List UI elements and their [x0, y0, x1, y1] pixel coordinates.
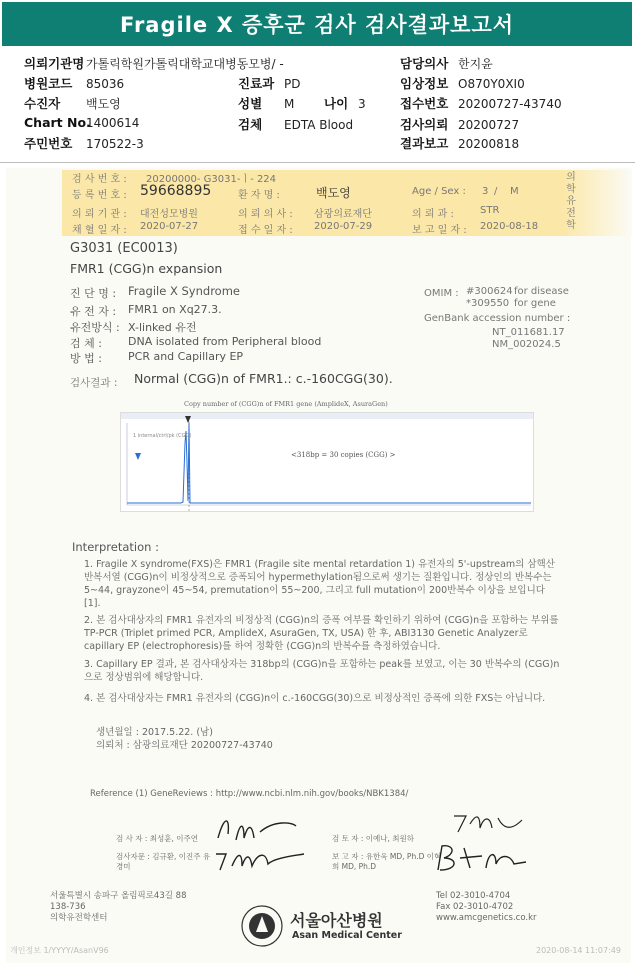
- field-label-sex: 성별: [238, 96, 263, 111]
- detail-value-gene: FMR1 on Xq27.3.: [128, 303, 222, 316]
- signature-tester-mark: [214, 812, 300, 848]
- plot-arrow: [135, 453, 141, 460]
- signature-advisor-mark: [212, 844, 308, 878]
- birth-line: 생년월일 : 2017.5.22. (남): [96, 727, 213, 738]
- result-value: Normal (CGG)n of FMR1.: c.-160CGG(30).: [134, 371, 393, 386]
- header-divider: [0, 162, 635, 163]
- field-label-institution: 의뢰기관명: [24, 56, 85, 71]
- field-value-report-date: 20200818: [458, 137, 520, 151]
- field-label-hospital-code: 병원코드: [24, 76, 73, 91]
- interpretation-item-4: 4. 본 검사대상자는 FMR1 유전자의 (CGG)n이 c.-160CGG(30)으로 비정상적인 증폭에 의한 FXS는 아닙니다.: [84, 693, 546, 704]
- band-requester: 삼광의료재단: [314, 209, 372, 220]
- field-value-sex: M: [284, 97, 295, 111]
- signer-advisor: 검사자문 : 김규환, 이진주 유경미: [116, 852, 211, 871]
- hospital-name-en: Asan Medical Center: [292, 930, 402, 941]
- plot-peak-arrow: [185, 416, 191, 423]
- detail-value-method: PCR and Capillary EP: [128, 350, 244, 363]
- band-age-sex-label: Age / Sex :: [412, 186, 466, 197]
- field-value-request-date: 20200727: [458, 118, 520, 132]
- field-label-chart-no: Chart No.: [24, 115, 91, 130]
- address-line-1: 서울특별시 송파구 올림픽로43길 88: [50, 891, 187, 901]
- genbank-label: GenBank accession number :: [424, 313, 571, 324]
- band-requester-label: 의 뢰 의 사 :: [238, 209, 293, 220]
- plot-header-strip: [121, 413, 533, 419]
- scanned-report: [6, 168, 631, 963]
- field-value-accession-no: 20200727-43740: [458, 97, 562, 111]
- detail-label-gene: 유 전 자 :: [70, 305, 117, 318]
- omim-gene-id: *309550: [466, 298, 510, 309]
- detail-label-method: 방 법 :: [70, 352, 102, 365]
- plot-small-label: 1 internal/ctrl/pk (CGG): [133, 433, 192, 439]
- field-value-hospital-code: 85036: [86, 77, 125, 91]
- footer-left: 개인정보 1/YYYY/AsanV96: [10, 946, 109, 955]
- field-label-report-date: 결과보고: [400, 136, 449, 151]
- detail-value-diagnosis: Fragile X Syndrome: [128, 284, 240, 298]
- field-value-doctor: 한지윤: [458, 57, 493, 71]
- asan-foundation-logo: [240, 904, 284, 948]
- field-value-clinical-info: O870Y0XI0: [458, 77, 525, 91]
- band-ward-label: 의 뢰 과 :: [412, 209, 454, 220]
- hospital-name-ko: 서울아산병원: [290, 911, 383, 930]
- omim-disease-id: #300624: [466, 286, 513, 297]
- omim-gene-note: for gene: [514, 298, 556, 309]
- footer-right: 2020-08-14 11:07:49: [536, 946, 621, 955]
- field-value-resident-no: 170522-3: [86, 137, 144, 151]
- field-value-age: 3: [358, 97, 366, 111]
- band-sex: M: [510, 186, 519, 197]
- result-label: 검사결과 :: [70, 377, 118, 389]
- side-department-label: 의학유전학: [566, 172, 576, 231]
- signer-reporter: 보 고 자 : 유한욱 MD, Ph.D 이혁희 MD, Ph.D: [332, 852, 442, 871]
- interpretation-item-3: 3. Capillary EP 결과, 본 검사대상자는 318bp의 (CGG)n을 포함하는 peak를 보였고, 이는 30 반복수의 (CGG)n으로 정상범위에 해당합니다.: [84, 659, 560, 683]
- band-reg-no: 59668895: [140, 183, 212, 199]
- contact-tel: Tel 02-3010-4704: [436, 891, 511, 901]
- field-value-specimen: EDTA Blood: [284, 118, 354, 132]
- requester-line: 의뢰처 : 삼광의료재단 20200727-43740: [96, 740, 273, 751]
- field-label-department: 진료과: [238, 76, 275, 91]
- detail-value-specimen: DNA isolated from Peripheral blood: [128, 335, 322, 348]
- report-title: Fragile X 증후군 검사 검사결과보고서: [2, 2, 632, 46]
- band-collect-label: 채 혈 일 자 :: [72, 225, 127, 236]
- field-label-specimen: 검체: [238, 117, 263, 132]
- band-test-no: 20200000- G3031-ㅣ- 224: [146, 174, 277, 185]
- field-label-doctor: 담당의사: [400, 56, 449, 71]
- interpretation-item-2: 2. 본 검사대상자의 FMR1 유전자의 비정상적 (CGG)n의 증폭 여부를 확인하기 위하여 (CGG)n을 포함하는 부위를 TP-PCR (Triplet primed PCR, AmplideX, AsuraGen, TX, USA) 한 후, ABI3130 Genetic Analyzer로 capillary EP (electrophoresis)를 하여 정확한 (CGG)n의 반복수를 측정하였습니다.: [84, 615, 559, 652]
- detail-label-diagnosis: 진 단 명 :: [70, 287, 117, 300]
- band-age: 3: [482, 186, 489, 197]
- band-test-no-label: 검 사 번 호 :: [72, 174, 127, 185]
- field-value-patient: 백도영: [86, 97, 121, 111]
- band-report-date: 2020-08-18: [480, 221, 539, 232]
- electropherogram: [120, 412, 534, 512]
- band-institution: 대전성모병원: [140, 209, 198, 220]
- test-name: FMR1 (CGG)n expansion: [70, 261, 223, 276]
- field-value-department: PD: [284, 77, 301, 91]
- band-sex-sep: /: [494, 186, 498, 197]
- detail-label-inheritance: 유전방식 :: [70, 321, 120, 334]
- band-collect-date: 2020-07-27: [140, 221, 199, 232]
- band-institution-label: 의 뢰 기 관 :: [72, 209, 127, 220]
- band-patient-label: 환 자 명 :: [238, 190, 280, 201]
- field-label-resident-no: 주민번호: [24, 136, 73, 151]
- field-label-request-date: 검사의뢰: [400, 117, 449, 132]
- test-code: G3031 (EC0013): [70, 241, 178, 256]
- plot-annotation: <318bp = 30 copies (CGG) >: [291, 451, 396, 459]
- address-line-3: 의학유전학센터: [50, 913, 108, 923]
- detail-label-specimen: 검 체 :: [70, 337, 102, 350]
- field-label-accession-no: 접수번호: [400, 96, 449, 111]
- interpretation-item-1: 1. Fragile X syndrome(FXS)은 FMR1 (Fragile site mental retardation 1) 유전자의 5'-upstream의 삼핵산 반복서열 (CGG)n이 비정상적으로 증폭되어 hypermethylation됨으로써 생기는 질환입니다. 정상인의 반복수는 5~44, grayzone이 45~54, premutation이 55~200, 그리고 full mutation이 200반복수 이상을 보입니다 [1].: [84, 559, 555, 609]
- signature-reporter-mark: [430, 840, 530, 876]
- genbank-nm: NM_002024.5: [492, 339, 561, 350]
- reference: Reference (1) GeneReviews : http://www.ncbi.nlm.nih.gov/books/NBK1384/: [90, 789, 409, 799]
- address-line-2: 138-736: [50, 902, 86, 912]
- field-label-patient: 수진자: [24, 96, 61, 111]
- detail-value-inheritance: X-linked 유전: [128, 321, 197, 334]
- contact-fax: Fax 02-3010-4702: [436, 902, 514, 912]
- electropherogram-svg: [121, 413, 533, 511]
- contact-web: www.amcgenetics.co.kr: [436, 913, 537, 923]
- signature-reviewer-mark: [448, 810, 528, 840]
- plot-title: Copy number of (CGG)n of FMR1 gene (AmplideX, AsuraGen): [184, 400, 388, 408]
- band-report-label: 보 고 일 자 :: [412, 225, 467, 236]
- field-label-clinical-info: 임상정보: [400, 76, 449, 91]
- band-patient: 백도영: [316, 186, 351, 200]
- field-value-chart-no: 1400614: [86, 116, 140, 130]
- signer-reviewer: 검 토 자 : 이예나, 최원하: [332, 834, 415, 843]
- interpretation-title: Interpretation :: [72, 540, 159, 554]
- omim-label: OMIM :: [424, 288, 459, 299]
- band-ward: STR: [480, 205, 500, 216]
- omim-disease-note: for disease: [514, 286, 569, 297]
- signer-tester: 검 사 자 : 최성훈, 이주연: [116, 834, 199, 843]
- field-value-institution: 가톨릭학원가톨릭대학교대병동모병/ -: [86, 57, 284, 71]
- genbank-nt: NT_011681.17: [492, 327, 565, 338]
- band-received-date: 2020-07-29: [314, 221, 373, 232]
- field-label-age: 나이: [324, 96, 349, 111]
- band-reg-no-label: 등 록 번 호 :: [72, 190, 127, 201]
- band-received-label: 접 수 일 자 :: [238, 225, 293, 236]
